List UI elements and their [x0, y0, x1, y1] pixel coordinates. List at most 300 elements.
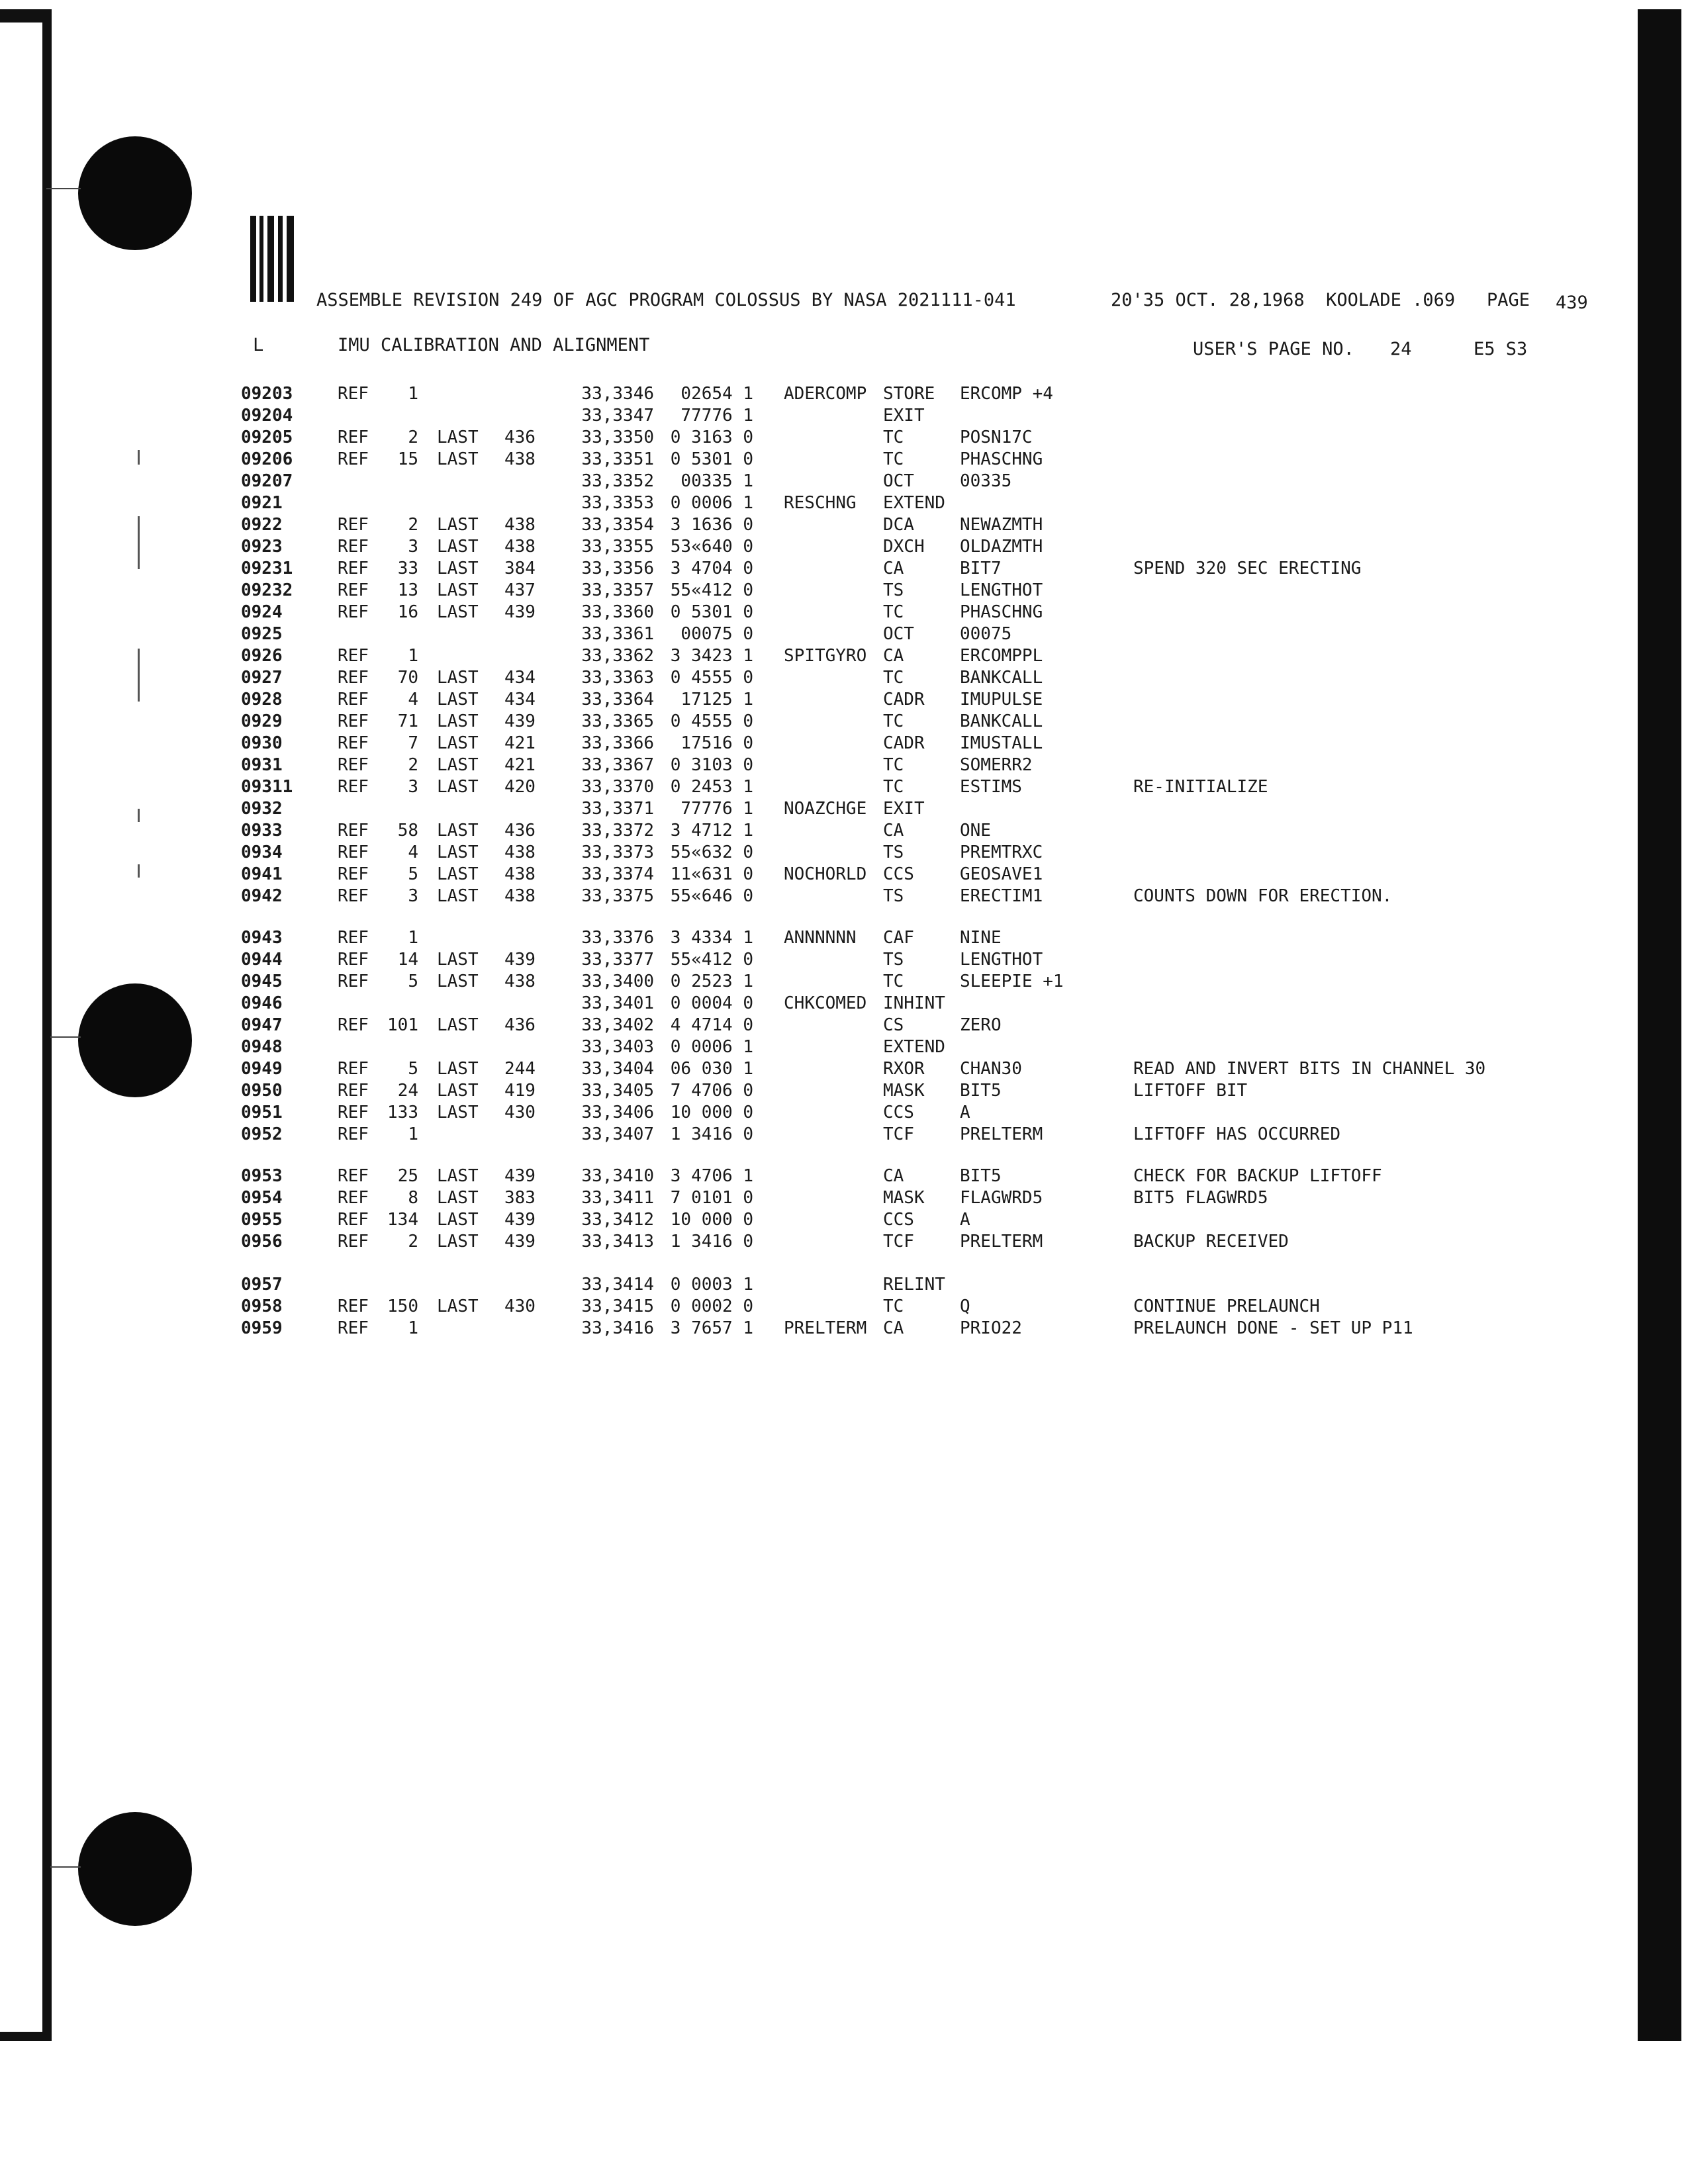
listing-comment: CHECK FOR BACKUP LIFTOFF	[1133, 1166, 1382, 1186]
listing-addr: 33,3362	[581, 646, 654, 666]
listing-refn: 1	[408, 1124, 418, 1144]
listing-op: TC	[883, 972, 904, 991]
listing-operand: SOMERR2	[960, 755, 1033, 775]
user-page-number: 24	[1390, 339, 1412, 359]
listing-op: CCS	[883, 1103, 914, 1122]
listing-addr: 33,3376	[581, 928, 654, 948]
listing-addr: 33,3366	[581, 733, 654, 753]
listing-line: 0943	[241, 928, 283, 948]
listing-line: 0956	[241, 1232, 283, 1251]
listing-addr: 33,3411	[581, 1188, 654, 1208]
listing-last: LAST	[437, 602, 479, 622]
listing-op: STORE	[883, 384, 935, 404]
listing-refn: 2	[408, 1232, 418, 1251]
listing-row	[0, 755, 1688, 777]
assembly-header-title: ASSEMBLE REVISION 249 OF AGC PROGRAM COLOSSUS BY NASA 2021111-041	[316, 290, 1016, 310]
listing-row	[0, 842, 1688, 864]
listing-ref: REF	[338, 972, 369, 991]
listing-op: CA	[883, 646, 904, 666]
listing-last: LAST	[437, 1297, 479, 1316]
listing-addr: 33,3372	[581, 821, 654, 841]
listing-operand: PRELTERM	[960, 1124, 1043, 1144]
user-page-label: USER'S PAGE NO.	[1193, 339, 1354, 359]
listing-ref: REF	[338, 950, 369, 970]
listing-row	[0, 428, 1688, 449]
listing-refn: 134	[387, 1210, 418, 1230]
listing-addr: 33,3416	[581, 1318, 654, 1338]
listing-refn: 3	[408, 537, 418, 557]
listing-op: EXTEND	[883, 493, 945, 513]
listing-lastn: 439	[504, 711, 536, 731]
listing-refn: 150	[387, 1297, 418, 1316]
listing-label: CHKCOMED	[784, 993, 867, 1013]
listing-ref: REF	[338, 777, 369, 797]
listing-row	[0, 406, 1688, 428]
page-number: 439	[1556, 293, 1588, 313]
listing-addr: 33,3351	[581, 449, 654, 469]
listing-code: 17125 1	[680, 690, 753, 709]
listing-line: 09206	[241, 449, 293, 469]
listing-ref: REF	[338, 384, 369, 404]
listing-lastn: 436	[504, 428, 536, 447]
listing-operand: A	[960, 1210, 970, 1230]
listing-row	[0, 515, 1688, 537]
listing-op: TCF	[883, 1124, 914, 1144]
listing-operand: ERECTIM1	[960, 886, 1043, 906]
listing-ref: REF	[338, 886, 369, 906]
listing-operand: SLEEPIE +1	[960, 972, 1064, 991]
listing-lastn: 438	[504, 515, 536, 535]
listing-code: 1 3416 0	[670, 1124, 753, 1144]
listing-row	[0, 1210, 1688, 1232]
listing-op: CA	[883, 821, 904, 841]
listing-addr: 33,3354	[581, 515, 654, 535]
listing-line: 09204	[241, 406, 293, 426]
listing-row	[0, 537, 1688, 559]
listing-operand: ESTIMS	[960, 777, 1022, 797]
listing-op: TC	[883, 755, 904, 775]
listing-operand: IMUPULSE	[960, 690, 1043, 709]
listing-last: LAST	[437, 1232, 479, 1251]
listing-last: LAST	[437, 972, 479, 991]
listing-last: LAST	[437, 950, 479, 970]
listing-row	[0, 1297, 1688, 1318]
listing-ref: REF	[338, 864, 369, 884]
listing-line: 0922	[241, 515, 283, 535]
listing-code: 55«646 0	[670, 886, 753, 906]
listing-row	[0, 580, 1688, 602]
listing-last: LAST	[437, 733, 479, 753]
listing-refn: 4	[408, 690, 418, 709]
listing-last: LAST	[437, 1166, 479, 1186]
listing-refn: 33	[397, 559, 418, 578]
listing-row	[0, 1232, 1688, 1253]
listing-code: 10 000 0	[670, 1103, 753, 1122]
listing-row	[0, 624, 1688, 646]
listing-operand: BIT5	[960, 1166, 1002, 1186]
listing-last: LAST	[437, 449, 479, 469]
listing-addr: 33,3415	[581, 1297, 654, 1316]
listing-line: 09231	[241, 559, 293, 578]
listing-op: CADR	[883, 733, 925, 753]
listing-operand: LENGTHOT	[960, 580, 1043, 600]
listing-addr: 33,3364	[581, 690, 654, 709]
listing-operand: OLDAZMTH	[960, 537, 1043, 557]
listing-line: 09205	[241, 428, 293, 447]
listing-row	[0, 668, 1688, 690]
listing-op: CADR	[883, 690, 925, 709]
listing-line: 0923	[241, 537, 283, 557]
listing-ref: REF	[338, 428, 369, 447]
listing-row	[0, 886, 1688, 908]
listing-row	[0, 864, 1688, 886]
listing-row	[0, 471, 1688, 493]
listing-code: 77776 1	[680, 406, 753, 426]
binder-hole-bottom	[78, 1812, 192, 1926]
listing-label: NOCHORLD	[784, 864, 867, 884]
listing-addr: 33,3403	[581, 1037, 654, 1057]
listing-addr: 33,3361	[581, 624, 654, 644]
listing-addr: 33,3410	[581, 1166, 654, 1186]
listing-addr: 33,3346	[581, 384, 654, 404]
listing-row	[0, 821, 1688, 842]
listing-lastn: 383	[504, 1188, 536, 1208]
listing-code: 10 000 0	[670, 1210, 753, 1230]
listing-code: 0 5301 0	[670, 602, 753, 622]
listing-code: 7 4706 0	[670, 1081, 753, 1101]
listing-op: TC	[883, 777, 904, 797]
listing-line: 0952	[241, 1124, 283, 1144]
listing-addr: 33,3412	[581, 1210, 654, 1230]
listing-refn: 3	[408, 777, 418, 797]
listing-code: 02654 1	[680, 384, 753, 404]
listing-refn: 1	[408, 1318, 418, 1338]
listing-addr: 33,3400	[581, 972, 654, 991]
listing-addr: 33,3367	[581, 755, 654, 775]
listing-comment: LIFTOFF HAS OCCURRED	[1133, 1124, 1341, 1144]
listing-op: TC	[883, 428, 904, 447]
listing-last: LAST	[437, 428, 479, 447]
listing-code: 0 0003 1	[670, 1275, 753, 1295]
listing-ref: REF	[338, 1059, 369, 1079]
listing-label: ADERCOMP	[784, 384, 867, 404]
section-marker: L	[253, 335, 264, 355]
listing-code: 1 3416 0	[670, 1232, 753, 1251]
listing-code: 3 4712 1	[670, 821, 753, 841]
listing-comment: LIFTOFF BIT	[1133, 1081, 1248, 1101]
listing-row	[0, 690, 1688, 711]
listing-last: LAST	[437, 515, 479, 535]
listing-code: 3 3423 1	[670, 646, 753, 666]
listing-row	[0, 799, 1688, 821]
listing-code: 06 030 1	[670, 1059, 753, 1079]
listing-refn: 24	[397, 1081, 418, 1101]
listing-code: 55«412 0	[670, 580, 753, 600]
assembly-header-meta	[1111, 290, 1455, 310]
listing-code: 3 4706 1	[670, 1166, 753, 1186]
listing-lastn: 436	[504, 821, 536, 841]
listing-last: LAST	[437, 668, 479, 688]
listing-row	[0, 602, 1688, 624]
listing-code: 3 7657 1	[670, 1318, 753, 1338]
listing-operand: Q	[960, 1297, 970, 1316]
listing-code: 17516 0	[680, 733, 753, 753]
listing-lastn: 437	[504, 580, 536, 600]
listing-label: ANNNNNN	[784, 928, 857, 948]
listing-lastn: 438	[504, 537, 536, 557]
listing-row	[0, 950, 1688, 972]
listing-line: 0946	[241, 993, 283, 1013]
listing-refn: 71	[397, 711, 418, 731]
listing-ref: REF	[338, 559, 369, 578]
listing-ref: REF	[338, 1124, 369, 1144]
listing-ref: REF	[338, 711, 369, 731]
listing-code: 0 3163 0	[670, 428, 753, 447]
listing-operand: BIT5	[960, 1081, 1002, 1101]
listing-op: TC	[883, 1297, 904, 1316]
listing-last: LAST	[437, 821, 479, 841]
listing-refn: 1	[408, 646, 418, 666]
listing-line: 0925	[241, 624, 283, 644]
listing-row	[0, 449, 1688, 471]
listing-op: INHINT	[883, 993, 945, 1013]
listing-line: 0953	[241, 1166, 283, 1186]
listing-lastn: 438	[504, 449, 536, 469]
listing-line: 0959	[241, 1318, 283, 1338]
listing-line: 0934	[241, 842, 283, 862]
listing-code: 00335 1	[680, 471, 753, 491]
listing-op: TC	[883, 602, 904, 622]
listing-code: 0 4555 0	[670, 668, 753, 688]
listing-addr: 33,3406	[581, 1103, 654, 1122]
listing-op: TC	[883, 711, 904, 731]
listing-lastn: 438	[504, 864, 536, 884]
listing-addr: 33,3402	[581, 1015, 654, 1035]
listing-addr: 33,3352	[581, 471, 654, 491]
listing-addr: 33,3365	[581, 711, 654, 731]
listing-op: TS	[883, 950, 904, 970]
listing-lastn: 421	[504, 755, 536, 775]
listing-line: 0921	[241, 493, 283, 513]
listing-op: CA	[883, 559, 904, 578]
listing-lastn: 439	[504, 1166, 536, 1186]
listing-last: LAST	[437, 537, 479, 557]
listing-ref: REF	[338, 1188, 369, 1208]
listing-op: TCF	[883, 1232, 914, 1251]
listing-line: 0958	[241, 1297, 283, 1316]
listing-ref: REF	[338, 1081, 369, 1101]
listing-refn: 5	[408, 1059, 418, 1079]
listing-ref: REF	[338, 842, 369, 862]
listing-comment: COUNTS DOWN FOR ERECTION.	[1133, 886, 1393, 906]
listing-comment: BACKUP RECEIVED	[1133, 1232, 1289, 1251]
listing-ref: REF	[338, 1015, 369, 1035]
listing-code: 0 4555 0	[670, 711, 753, 731]
listing-ref: REF	[338, 668, 369, 688]
hole-tear-mark	[50, 1866, 81, 1868]
listing-refn: 15	[397, 449, 418, 469]
listing-operand: ZERO	[960, 1015, 1002, 1035]
listing-last: LAST	[437, 1081, 479, 1101]
listing-lastn: 434	[504, 668, 536, 688]
listing-lastn: 434	[504, 690, 536, 709]
listing-refn: 101	[387, 1015, 418, 1035]
listing-refn: 4	[408, 842, 418, 862]
listing-last: LAST	[437, 842, 479, 862]
listing-code: 4 4714 0	[670, 1015, 753, 1035]
listing-refn: 5	[408, 864, 418, 884]
listing-refn: 25	[397, 1166, 418, 1186]
listing-ref: REF	[338, 755, 369, 775]
listing-addr: 33,3363	[581, 668, 654, 688]
listing-line: 0926	[241, 646, 283, 666]
listing-line: 0928	[241, 690, 283, 709]
listing-lastn: 439	[504, 602, 536, 622]
listing-last: LAST	[437, 864, 479, 884]
listing-operand: BIT7	[960, 559, 1002, 578]
listing-code: 0 3103 0	[670, 755, 753, 775]
listing-code: 0 2453 1	[670, 777, 753, 797]
listing-ref: REF	[338, 537, 369, 557]
listing-line: 0955	[241, 1210, 283, 1230]
listing-last: LAST	[437, 1103, 479, 1122]
listing-comment: READ AND INVERT BITS IN CHANNEL 30	[1133, 1059, 1486, 1079]
listing-row	[0, 1037, 1688, 1059]
listing-lastn: 438	[504, 972, 536, 991]
listing-operand: 00075	[960, 624, 1012, 644]
listing-line: 0931	[241, 755, 283, 775]
listing-row	[0, 777, 1688, 799]
listing-addr: 33,3413	[581, 1232, 654, 1251]
listing-row	[0, 711, 1688, 733]
listing-line: 09207	[241, 471, 293, 491]
listing-operand: PRELTERM	[960, 1232, 1043, 1251]
listing-lastn: 244	[504, 1059, 536, 1079]
listing-ref: REF	[338, 1297, 369, 1316]
listing-last: LAST	[437, 886, 479, 906]
listing-op: EXIT	[883, 799, 925, 819]
listing-op: OCT	[883, 471, 914, 491]
listing-ref: REF	[338, 1166, 369, 1186]
listing-line: 0924	[241, 602, 283, 622]
listing-refn: 8	[408, 1188, 418, 1208]
listing-lastn: 439	[504, 1210, 536, 1230]
listing-operand: FLAGWRD5	[960, 1188, 1043, 1208]
listing-operand: GEOSAVE1	[960, 864, 1043, 884]
listing-ref: REF	[338, 449, 369, 469]
listing-operand: A	[960, 1103, 970, 1122]
listing-op: DCA	[883, 515, 914, 535]
listing-line: 09203	[241, 384, 293, 404]
listing-line: 0949	[241, 1059, 283, 1079]
listing-label: RESCHNG	[784, 493, 857, 513]
listing-label: SPITGYRO	[784, 646, 867, 666]
listing-lastn: 439	[504, 950, 536, 970]
listing-addr: 33,3373	[581, 842, 654, 862]
listing-refn: 2	[408, 515, 418, 535]
listing-addr: 33,3414	[581, 1275, 654, 1295]
listing-op: CCS	[883, 864, 914, 884]
listing-line: 0932	[241, 799, 283, 819]
listing-operand: CHAN30	[960, 1059, 1022, 1079]
listing-operand: ERCOMPPL	[960, 646, 1043, 666]
listing-op: MASK	[883, 1081, 925, 1101]
listing-addr: 33,3407	[581, 1124, 654, 1144]
listing-row	[0, 1103, 1688, 1124]
listing-refn: 3	[408, 886, 418, 906]
listing-operand: IMUSTALL	[960, 733, 1043, 753]
listing-code: 00075 0	[680, 624, 753, 644]
listing-line: 0948	[241, 1037, 283, 1057]
listing-comment: SPEND 320 SEC ERECTING	[1133, 559, 1362, 578]
listing-line: 0942	[241, 886, 283, 906]
listing-line: 0941	[241, 864, 283, 884]
listing-ref: REF	[338, 646, 369, 666]
listing-ref: REF	[338, 733, 369, 753]
listing-operand: NINE	[960, 928, 1002, 948]
listing-addr: 33,3405	[581, 1081, 654, 1101]
listing-refn: 133	[387, 1103, 418, 1122]
listing-code: 7 0101 0	[670, 1188, 753, 1208]
listing-op: TC	[883, 668, 904, 688]
listing-op: CA	[883, 1318, 904, 1338]
listing-addr: 33,3374	[581, 864, 654, 884]
listing-comment: BIT5 FLAGWRD5	[1133, 1188, 1268, 1208]
listing-last: LAST	[437, 559, 479, 578]
listing-ref: REF	[338, 515, 369, 535]
listing-ref: REF	[338, 602, 369, 622]
listing-ref: REF	[338, 1103, 369, 1122]
listing-operand: LENGTHOT	[960, 950, 1043, 970]
listing-last: LAST	[437, 1015, 479, 1035]
listing-lastn: 439	[504, 1232, 536, 1251]
listing-operand: PHASCHNG	[960, 449, 1043, 469]
listing-code: 11«631 0	[670, 864, 753, 884]
listing-row	[0, 646, 1688, 668]
listing-op: OCT	[883, 624, 914, 644]
listing-row	[0, 1275, 1688, 1297]
listing-lastn: 430	[504, 1297, 536, 1316]
listing-code: 0 0006 1	[670, 1037, 753, 1057]
listing-code: 0 5301 0	[670, 449, 753, 469]
listing-code: 3 4334 1	[670, 928, 753, 948]
listing-row	[0, 972, 1688, 993]
listing-ref: REF	[338, 580, 369, 600]
listing-addr: 33,3355	[581, 537, 654, 557]
listing-row	[0, 1166, 1688, 1188]
listing-addr: 33,3350	[581, 428, 654, 447]
assembly-timestamp: 20'35 OCT. 28,1968	[1111, 290, 1305, 310]
listing-comment: CONTINUE PRELAUNCH	[1133, 1297, 1320, 1316]
listing-row	[0, 1318, 1688, 1340]
listing-op: CAF	[883, 928, 914, 948]
section-title: IMU CALIBRATION AND ALIGNMENT	[338, 335, 650, 355]
listing-ref: REF	[338, 1318, 369, 1338]
listing-addr: 33,3360	[581, 602, 654, 622]
listing-last: LAST	[437, 777, 479, 797]
listing-code: 77776 1	[680, 799, 753, 819]
listing-row	[0, 733, 1688, 755]
listing-lastn: 421	[504, 733, 536, 753]
listing-operand: ERCOMP +4	[960, 384, 1053, 404]
binder-hole-top	[78, 136, 192, 250]
listing-line: 0947	[241, 1015, 283, 1035]
listing-label: NOAZCHGE	[784, 799, 867, 819]
page-label: PAGE	[1487, 290, 1530, 310]
listing-last: LAST	[437, 755, 479, 775]
listing-lastn: 420	[504, 777, 536, 797]
listing-op: TC	[883, 449, 904, 469]
